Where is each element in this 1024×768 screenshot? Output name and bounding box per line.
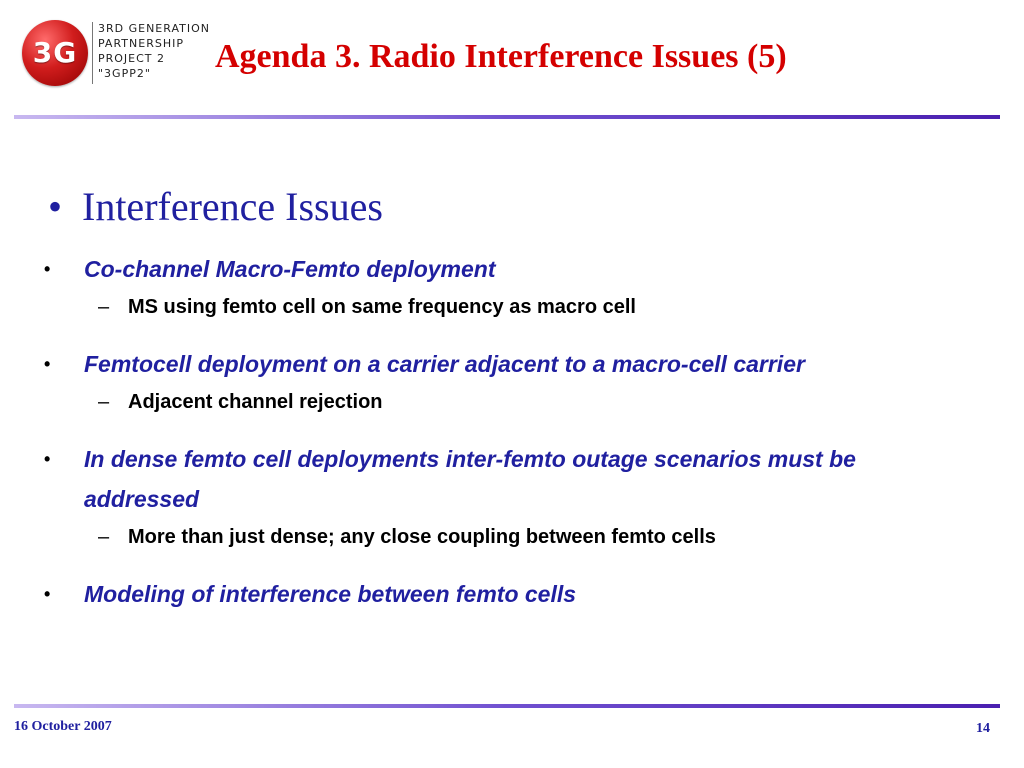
sub-bullet-item [98,526,716,549]
sub-bullet-item [98,391,383,414]
bullet-text: Modeling of interference between femto cells [84,581,577,607]
bullet-item [44,439,944,519]
logo-line: "3GPP2" [98,67,151,80]
section-heading [48,183,383,230]
logo-line: 3RD GENERATION [98,22,210,35]
section-heading-text: Interference Issues [82,184,383,229]
bullet-marker: • [44,259,51,279]
bullet-marker: • [44,584,51,604]
bullet-text: In dense femto cell deployments inter-femto outage scenarios must be addressed [84,446,856,512]
dash-marker: – [98,296,110,318]
logo-line: PARTNERSHIP [98,37,184,50]
bullet-item [44,249,984,289]
bullet-item [44,574,984,614]
bullet-text: Femtocell deployment on a carrier adjacent to a macro-cell carrier [84,351,805,377]
logo-mark: 3G [32,36,78,69]
page-number: 14 [976,721,990,736]
bottom-divider [14,704,1000,708]
bullet-item [44,344,984,384]
slide-title: Agenda 3. Radio Interference Issues (5) [215,38,787,75]
bullet-marker: • [44,449,51,469]
bullet-marker: • [48,184,63,229]
sub-bullet-text: Adjacent channel rejection [128,391,383,413]
dash-marker: – [98,526,110,548]
sub-bullet-item [98,296,636,319]
sub-bullet-text: MS using femto cell on same frequency as macro cell [128,296,636,318]
footer-date: 16 October 2007 [14,719,112,734]
sub-bullet-text: More than just dense; any close coupling between femto cells [128,526,716,548]
bullet-marker: • [44,354,51,374]
bullet-text: Co-channel Macro-Femto deployment [84,256,496,282]
logo-line: PROJECT 2 [98,52,166,65]
dash-marker: – [98,391,110,413]
